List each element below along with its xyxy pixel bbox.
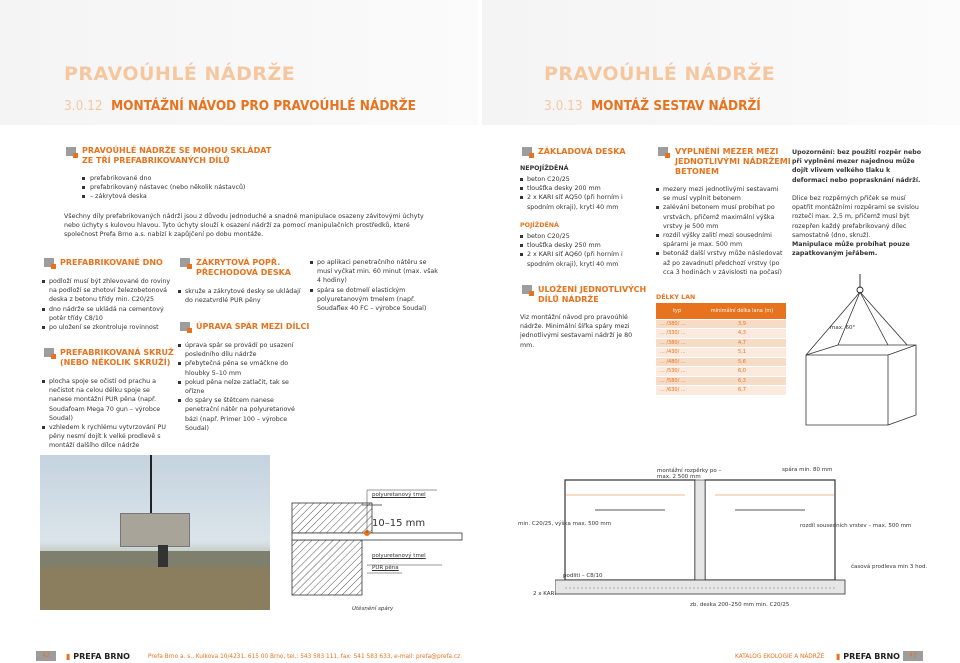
diagram-label: rozdíl sousedních vrstev – max. 500 mm: [800, 523, 912, 529]
rope-length-table: [656, 303, 786, 396]
right-page-title: PRAVOÚHLÉ NÁDRŽE: [544, 63, 776, 85]
footer-address: Prefa Brno a. s., Kulkova 10/4231, 615 00 Brno, tel.: 543 583 111, fax: 541 583 633, e-mail: prefa@prefa.cz: [148, 654, 461, 660]
logo: ▮ PREFA BRNO: [836, 652, 900, 661]
table-row: ... /630/ ... 6,7: [656, 386, 786, 396]
tank-assembly-diagram: [555, 470, 885, 605]
page-number-right: 43: [903, 651, 923, 661]
list-item: 2 x KARI síť AQ60 (při horním i spodním okraji), krytí 40 mm: [520, 250, 645, 268]
tank-box: [806, 345, 916, 425]
paragraph: Viz montážní návod pro pravoúhlé nádrže. Minimální šířka spáry mezi jednotlivými sestavami nádrží je 80 mm.: [520, 314, 633, 349]
section-marker-icon: [180, 322, 190, 331]
section-marker-icon: [522, 285, 532, 294]
diagram-label: spára min. 80 mm: [782, 467, 833, 473]
table-row: ... /330/ ... 4,3: [656, 329, 786, 339]
intro-list: [82, 174, 342, 202]
list-item: tloušťka desky 200 mm: [520, 184, 645, 193]
section-marker-icon: [66, 147, 76, 156]
section-title: ÚPRAVA SPÁR MEZI DÍLCI: [196, 322, 310, 331]
right-section-title: MONTÁŽ SESTAV NÁDRŽÍ: [591, 98, 761, 114]
list-item: do spáry se štětcem nanese penetrační nátěr na polyuretanové bázi (např. Primer 100 – výrobce Soudal): [178, 396, 303, 433]
intro-paragraph: Všechny díly prefabrikovaných nádrží jsou z důvodu jednoduché a snadné manipulace osazeny závitovými úchyty nebo úchyty s kulovou hlavou. Tyto úchyty slouží k osazení nádrží za pomocí manipulačních prostředků, které společnost Prefa Brno a.s. nabízí k zapůjčení po dobu montáže.: [64, 213, 424, 239]
list-item: po uložení se zkontroluje rovinnost: [42, 323, 172, 332]
section-title: PREFABRIKOVANÉ DNO: [60, 258, 163, 267]
list-item: tloušťka desky 250 mm: [520, 241, 645, 250]
list-item: úprava spár se provádí po usazení posledního dílu nádrže: [178, 341, 303, 359]
base-slab: [555, 580, 845, 594]
list-item: beton C20/25: [520, 232, 645, 241]
list-item: přebytečná pěna se vmáčkne do hloubky 5–10 mm: [178, 359, 303, 377]
left-section-heading: [64, 98, 416, 114]
table-row: ... /480/ ... 5,6: [656, 357, 786, 367]
section-marker-icon: [658, 147, 668, 156]
upper-wall-section: [292, 503, 372, 533]
section-title: VYPLNĚNÍ MEZER MEZI JEDNOTLIVÝMI NÁDRŽEMI BETONEM: [675, 147, 791, 176]
left-page-title: PRAVOÚHLÉ NÁDRŽE: [64, 63, 296, 85]
table-row: ... /380/ ... 3,9: [656, 319, 786, 329]
gap-fill: [695, 480, 705, 580]
diagram-label: max. 60°: [830, 325, 856, 331]
list-item: plocha spoje se očistí od prachu a nečistot na celou délku spoje se nanese montážní PUR pěna (např. Soudafoam Mega 70 gun – výrobce Soudal): [42, 377, 172, 423]
list-item: spára se dotmelí elastickým polyuretanovým tmelem (např. Soudaflex 40 FC – výrobce Soudal): [310, 286, 440, 314]
list-item: rozdíl výšky zalití mezi sousedními spárami je max. 500 mm: [656, 231, 784, 249]
table-row: ... /430/ ... 5,1: [656, 348, 786, 358]
table-header: minimální délka lana (m): [698, 303, 786, 319]
list-item: skruže a zákrytové desky se ukládají do nezatvrdlé PUR pěny: [178, 287, 303, 305]
list-item: beton C20/25: [520, 175, 645, 184]
list-item: betonáž další vrstvy může následovat až po zavadnutí předchozí vrstvy (po cca 3 hodinách v závislosti na počasí): [656, 249, 784, 277]
left-section-number: 3.0.12: [64, 98, 103, 114]
list-item: po aplikaci penetračního nátěru se musí vyčkat min. 60 minut (max. však 4 hodiny): [310, 258, 440, 286]
page-number-left: 42: [36, 651, 56, 661]
diagram-label: zb. deska 200–250 mm min. C20/25: [690, 602, 790, 608]
bullet-list: [42, 277, 172, 332]
footer: [0, 649, 960, 663]
table-row: ... /530/ ... 6,0: [656, 367, 786, 377]
table-row: ... /380/ ... 4,7: [656, 338, 786, 348]
subheading: POJÍŽDĚNÁ: [520, 222, 559, 229]
logo: ▮ PREFA BRNO: [66, 652, 130, 661]
table-row: ... /580/ ... 6,3: [656, 376, 786, 386]
diagram-label: min. C20/25, výška max. 500 mm: [518, 521, 612, 527]
diagram-label: polyuretanový tmel: [372, 553, 426, 559]
right-section-heading: [544, 98, 761, 114]
subheading: NEPOJÍŽDĚNÁ: [520, 165, 569, 172]
list-item: prefabrikovaný nástavec (nebo několik nástavců): [82, 183, 342, 192]
right-section-number: 3.0.13: [544, 98, 583, 114]
section-marker-icon: [44, 258, 54, 267]
list-item: podloží musí být zhlevované do roviny na podloží se zhotoví železobetonová deska z betonu třídy min. C20/25: [42, 277, 172, 305]
list-item: zalévání betonem musí probíhat po vrstvách, přičemž maximální výška vrstvy je 500 mm: [656, 203, 784, 231]
list-item: dno nádrže se ukládá na cementový potěr třídy C8/10: [42, 305, 172, 323]
section-title: ULOŽENÍ JEDNOTLIVÝCH DÍLŮ NÁDRŽE: [538, 285, 647, 304]
section-marker-icon: [180, 258, 190, 267]
list-item: 2 x KARI síť AQ50 (při horním i spodním okraji), krytí 40 mm: [520, 193, 645, 211]
diagram-caption: Utěsnění spáry: [352, 606, 394, 612]
bullet-list: [656, 185, 784, 277]
table-title: DÉLKY LAN: [656, 294, 696, 301]
paragraph: Dlice bez rozpěrných příček se musí opatřit montážními rozpěrami se svislou roztečí max. 2,5 m, přičemž musí být rozepřen každý prefabrikovaný dílec samostatně (dno, skruž).: [792, 195, 919, 239]
section-marker-icon: [44, 348, 54, 357]
list-item: pokud pěna nelze zatlačit, tak se ořízne: [178, 378, 303, 396]
bullet-list: [520, 232, 645, 269]
list-item: vzhledem k rychlému vytvrzování PU pěny nesmí dojít k velké prodlevě s montáží dalšího dílce nádrže: [42, 423, 172, 451]
table-header: typ: [656, 303, 698, 319]
lower-wall-section: [292, 540, 362, 595]
intro-title: PRAVOÚHLÉ NÁDRŽE SE MOHOU SKLÁDAT ZE TŘÍ PREFABRIKOVANÝCH DÍLŮ: [82, 146, 272, 165]
warning-paragraph: Upozornění: bez použití rozpěr nebo při vyplnění mezer najednou může dojít vlivem velkého tlaku k deformaci nebo poprasknání nádrží.: [792, 149, 922, 184]
section-title: PREFABRIKOVANÁ SKRUŽ (NEBO NĚKOLIK SKRUŽÍ): [60, 348, 174, 367]
crane-sling-diagram: [798, 270, 928, 430]
section-title: ZÁKRYTOVÁ POPŘ. PŘECHODOVÁ DESKA: [196, 258, 291, 277]
diagram-label: podliti – C8/10: [563, 573, 603, 579]
list-item: mezery mezi jednotlivými sestavami se musí vyplnit betonem: [656, 185, 784, 203]
paragraph: Manipulace může probíhat pouze zapatkovaným jeřábem.: [792, 241, 910, 258]
diagram-label: 2 x KARI: [533, 591, 556, 597]
section-marker-icon: [522, 147, 532, 156]
list-item: prefabrikované dno: [82, 174, 342, 183]
crane-photo: [40, 455, 270, 610]
bullet-list: [178, 341, 303, 433]
bullet-list: [520, 175, 645, 212]
diagram-label: PUR pěna: [372, 565, 399, 571]
section-title: ZÁKLADOVÁ DESKA: [538, 147, 626, 156]
bullet-list: [42, 377, 172, 451]
diagram-label: polyuretanový tmel: [372, 492, 426, 498]
left-section-title: MONTÁŽNÍ NÁVOD PRO PRAVOÚHLÉ NÁDRŽE: [111, 98, 416, 114]
list-item: – zákrytová deska: [82, 192, 342, 201]
diagram-label: časová prodleva min 3 hod.: [851, 564, 928, 570]
bullet-list: [178, 287, 303, 305]
diagram-label: montážní rozpěrky po – max. 2 500 mm: [657, 468, 722, 480]
diagram-label: 10–15 mm: [372, 518, 426, 529]
footer-catalog: KATALOG EKOLOGIE A NÁDRŽE: [735, 654, 825, 660]
bullet-list: [310, 258, 440, 313]
